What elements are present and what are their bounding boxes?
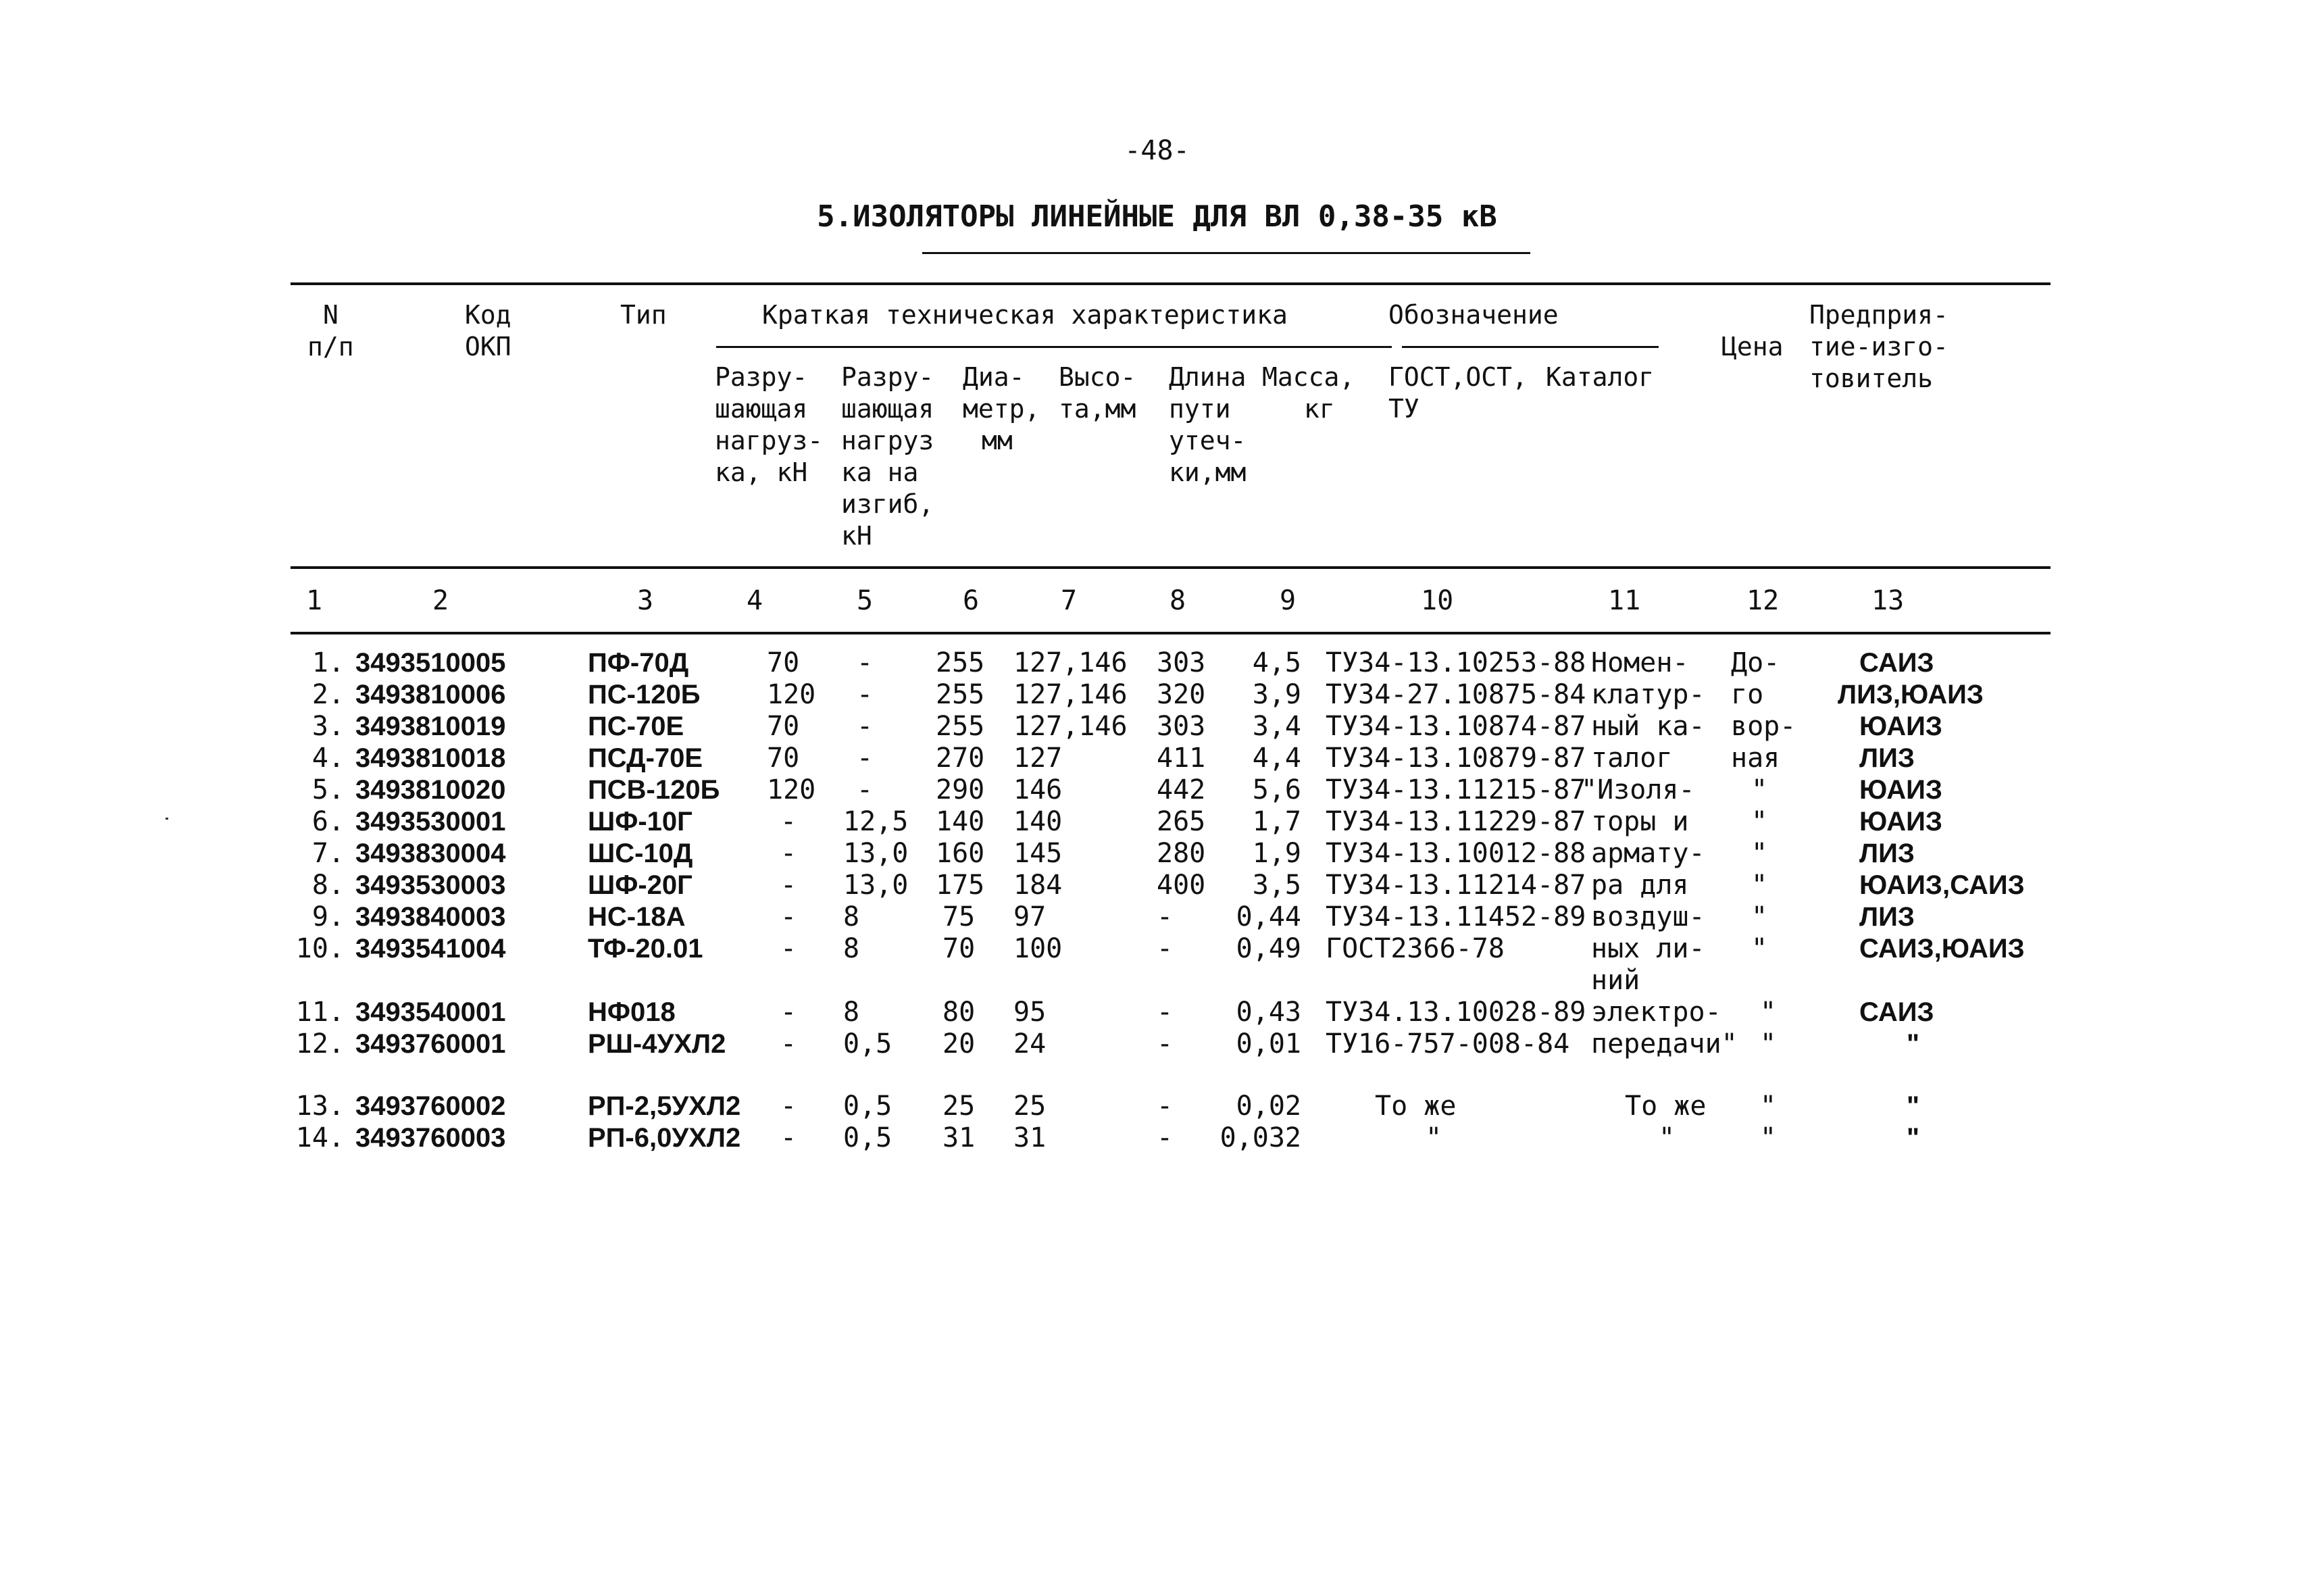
bend-load: - xyxy=(857,743,874,774)
price: " xyxy=(1751,870,1768,901)
column-number: 5 xyxy=(857,585,874,616)
insulator-type: РП-6,0УХЛ2 xyxy=(588,1123,741,1153)
page-number: -48- xyxy=(1124,135,1190,166)
gost: ТУ34-27.10875-84 xyxy=(1326,679,1586,710)
gost: То же xyxy=(1375,1091,1457,1122)
insulator-type: ШФ-20Г xyxy=(588,870,693,900)
okp-code: 3493830004 xyxy=(355,839,506,868)
break-load: - xyxy=(780,806,797,837)
maker: " xyxy=(1907,1123,1919,1153)
row-number: 10. xyxy=(295,933,345,964)
row-number: 9. xyxy=(311,901,345,932)
price: го xyxy=(1731,679,1764,710)
break-load: - xyxy=(780,838,797,869)
bend-load: 0,5 xyxy=(843,1122,892,1153)
bend-load: 12,5 xyxy=(843,806,909,837)
gost: ТУ34-13.11215-87 xyxy=(1326,774,1586,805)
header-mass: Масса, кг xyxy=(1262,362,1355,424)
column-number: 10 xyxy=(1421,585,1454,616)
diameter: 255 xyxy=(936,647,985,678)
header-catalog: Каталог xyxy=(1546,362,1655,392)
catalog: торы и xyxy=(1591,806,1689,837)
maker: ЮАИЗ xyxy=(1859,775,1942,805)
maker: ЮАИЗ xyxy=(1859,712,1942,741)
height: 25 xyxy=(1013,1091,1047,1122)
diameter: 175 xyxy=(936,870,985,901)
row-number: 5. xyxy=(311,774,345,805)
bend-load: 8 xyxy=(843,933,860,964)
bend-load: 0,5 xyxy=(843,1091,892,1122)
maker: ЛИЗ,ЮАИЗ xyxy=(1838,680,1984,709)
header-tech-group: Краткая техническая характеристика xyxy=(762,300,1288,330)
price: " xyxy=(1751,933,1768,964)
row-number: 12. xyxy=(295,1028,345,1059)
price: ная xyxy=(1731,743,1780,774)
header-bend-load: Разру- шающая нагруз ка на изгиб, кН xyxy=(841,362,934,551)
break-load: - xyxy=(780,1091,797,1122)
leak-length: - xyxy=(1157,997,1174,1028)
break-load: - xyxy=(780,1028,797,1059)
catalog: Номен- xyxy=(1591,647,1689,678)
header-num: N п/п xyxy=(307,300,354,361)
maker: ЮАИЗ,САИЗ xyxy=(1859,870,2025,900)
leak-length: 400 xyxy=(1157,870,1206,901)
okp-code: 3493810019 xyxy=(355,712,506,741)
diameter: 160 xyxy=(936,838,985,869)
maker: ЛИЗ xyxy=(1859,743,1915,773)
maker: ЛИЗ xyxy=(1859,902,1915,932)
catalog: ных ли- ний xyxy=(1591,933,1705,996)
insulator-type: ШФ-10Г xyxy=(588,807,693,837)
price: " xyxy=(1760,997,1777,1028)
price: " xyxy=(1751,838,1768,869)
price: вор- xyxy=(1731,711,1796,742)
break-load: - xyxy=(780,997,797,1028)
maker: САИЗ,ЮАИЗ xyxy=(1859,934,2025,964)
okp-code: 3493530001 xyxy=(355,807,506,837)
column-number: 11 xyxy=(1608,585,1641,616)
okp-code: 3493840003 xyxy=(355,902,506,932)
column-number: 4 xyxy=(747,585,763,616)
leak-length: 442 xyxy=(1157,774,1206,805)
gost: " xyxy=(1426,1122,1442,1153)
catalog: ра для xyxy=(1591,870,1689,901)
gost: ТУ34-13.10253-88 xyxy=(1326,647,1586,678)
okp-code: 3493810006 xyxy=(355,680,506,709)
price: " xyxy=(1751,774,1768,805)
diameter: 270 xyxy=(936,743,985,774)
diameter: 25 xyxy=(942,1091,976,1122)
okp-code: 3493760002 xyxy=(355,1091,506,1121)
row-number: 4. xyxy=(311,743,345,774)
column-numbers-rule xyxy=(291,632,2051,634)
insulator-type: НФ018 xyxy=(588,997,676,1027)
catalog: То же xyxy=(1625,1091,1707,1122)
diameter: 70 xyxy=(942,933,976,964)
gost: ГОСТ2366-78 xyxy=(1326,933,1505,964)
gost: ТУ34-13.11229-87 xyxy=(1326,806,1586,837)
leak-length: - xyxy=(1157,1122,1174,1153)
column-number: 7 xyxy=(1061,585,1078,616)
insulator-type: ПС-120Б xyxy=(588,680,701,709)
insulator-type: ШС-10Д xyxy=(588,839,693,868)
diameter: 290 xyxy=(936,774,985,805)
height: 127 xyxy=(1013,743,1063,774)
bend-load: - xyxy=(857,647,874,678)
height: 127,146 xyxy=(1013,679,1128,710)
catalog: электро- xyxy=(1591,997,1721,1028)
catalog: " xyxy=(1659,1122,1676,1153)
header-height: Высо- та,мм xyxy=(1059,362,1136,424)
break-load: - xyxy=(780,1122,797,1153)
bend-load: - xyxy=(857,774,874,805)
catalog: передачи" xyxy=(1591,1028,1738,1059)
mass: 0,44 xyxy=(1236,901,1301,932)
mass: 3,5 xyxy=(1252,870,1301,901)
price: До- xyxy=(1731,647,1780,678)
leak-length: 303 xyxy=(1157,711,1206,742)
mass: 1,7 xyxy=(1252,806,1301,837)
header-bottom-rule xyxy=(291,566,2051,569)
maker: САИЗ xyxy=(1859,648,1934,678)
height: 100 xyxy=(1013,933,1063,964)
bend-load: 8 xyxy=(843,901,860,932)
mass: 0,43 xyxy=(1236,997,1301,1028)
tech-group-rule xyxy=(716,346,1392,348)
price: " xyxy=(1751,901,1768,932)
column-number: 1 xyxy=(306,585,323,616)
price: " xyxy=(1760,1028,1777,1059)
row-number: 1. xyxy=(311,647,345,678)
maker: " xyxy=(1907,1091,1919,1121)
diameter: 20 xyxy=(942,1028,976,1059)
catalog: "Изоля- xyxy=(1581,774,1695,805)
catalog: ный ка- xyxy=(1591,711,1705,742)
height: 184 xyxy=(1013,870,1063,901)
mass: 0,02 xyxy=(1236,1091,1301,1122)
row-number: 14. xyxy=(295,1122,345,1153)
leak-length: 411 xyxy=(1157,743,1206,774)
catalog: талог xyxy=(1591,743,1673,774)
catalog: клатур- xyxy=(1591,679,1705,710)
mass: 0,01 xyxy=(1236,1028,1301,1059)
diameter: 140 xyxy=(936,806,985,837)
bend-load: 8 xyxy=(843,997,860,1028)
mass: 4,4 xyxy=(1252,743,1301,774)
break-load: 120 xyxy=(767,774,816,805)
break-load: 70 xyxy=(767,711,800,742)
okp-code: 3493760003 xyxy=(355,1123,506,1153)
insulator-type: ТФ-20.01 xyxy=(588,934,703,964)
break-load: - xyxy=(780,901,797,932)
header-maker: Предприя- тие-изго- товитель xyxy=(1809,300,1948,393)
okp-code: 3493760001 xyxy=(355,1029,506,1059)
okp-code: 3493810018 xyxy=(355,743,506,773)
price: " xyxy=(1760,1122,1777,1153)
leak-length: - xyxy=(1157,933,1174,964)
header-type: Тип xyxy=(620,300,667,330)
break-load: 70 xyxy=(767,647,800,678)
height: 140 xyxy=(1013,806,1063,837)
okp-code: 3493530003 xyxy=(355,870,506,900)
leak-length: 265 xyxy=(1157,806,1206,837)
row-number: 2. xyxy=(311,679,345,710)
height: 145 xyxy=(1013,838,1063,869)
row-number: 3. xyxy=(311,711,345,742)
column-number: 12 xyxy=(1746,585,1780,616)
leak-length: 320 xyxy=(1157,679,1206,710)
gost: ТУ34-13.10874-87 xyxy=(1326,711,1586,742)
insulator-type: ПФ-70Д xyxy=(588,648,689,678)
mass: 3,4 xyxy=(1252,711,1301,742)
column-number: 13 xyxy=(1871,585,1905,616)
gost: ТУ16-757-008-84 xyxy=(1326,1028,1570,1059)
leak-length: - xyxy=(1157,1091,1174,1122)
mass: 0,49 xyxy=(1236,933,1301,964)
insulator-type: ПСД-70Е xyxy=(588,743,703,773)
bend-load: 0,5 xyxy=(843,1028,892,1059)
bend-load: 13,0 xyxy=(843,838,909,869)
maker: ЮАИЗ xyxy=(1859,807,1942,837)
diameter: 75 xyxy=(942,901,976,932)
height: 97 xyxy=(1013,901,1047,932)
header-price: Цена xyxy=(1721,332,1784,361)
header-leak-length: Длина пути утеч- ки,мм xyxy=(1169,362,1247,487)
table-top-rule xyxy=(291,282,2051,285)
row-number: 13. xyxy=(295,1091,345,1122)
header-diameter: Диа- метр, мм xyxy=(963,362,1040,455)
insulator-type: РШ-4УХЛ2 xyxy=(588,1029,726,1059)
height: 127,146 xyxy=(1013,647,1128,678)
diameter: 255 xyxy=(936,711,985,742)
section-title: 5.ИЗОЛЯТОРЫ ЛИНЕЙНЫЕ ДЛЯ ВЛ 0,38-35 кВ xyxy=(817,199,1497,234)
insulator-type: ПС-70Е xyxy=(588,712,684,741)
break-load: - xyxy=(780,933,797,964)
catalog: воздуш- xyxy=(1591,901,1705,932)
okp-code: 3493540001 xyxy=(355,997,506,1027)
leak-length: 280 xyxy=(1157,838,1206,869)
bend-load: - xyxy=(857,679,874,710)
height: 146 xyxy=(1013,774,1063,805)
height: 95 xyxy=(1013,997,1047,1028)
column-number: 8 xyxy=(1169,585,1186,616)
row-number: 11. xyxy=(295,997,345,1028)
column-number: 9 xyxy=(1280,585,1297,616)
bend-load: - xyxy=(857,711,874,742)
price: " xyxy=(1751,806,1768,837)
insulator-type: НС-18А xyxy=(588,902,686,932)
row-number: 8. xyxy=(311,870,345,901)
row-number: 6. xyxy=(311,806,345,837)
designation-group-rule xyxy=(1402,346,1659,348)
mass: 5,6 xyxy=(1252,774,1301,805)
header-okp: Код ОКП xyxy=(465,300,511,361)
mass: 4,5 xyxy=(1252,647,1301,678)
column-number: 2 xyxy=(432,585,449,616)
leak-length: - xyxy=(1157,1028,1174,1059)
row-number: 7. xyxy=(311,838,345,869)
maker: ЛИЗ xyxy=(1859,839,1915,868)
column-number: 3 xyxy=(637,585,654,616)
title-underline xyxy=(922,252,1530,254)
height: 31 xyxy=(1013,1122,1047,1153)
diameter: 255 xyxy=(936,679,985,710)
insulator-type: РП-2,5УХЛ2 xyxy=(588,1091,741,1121)
leak-length: - xyxy=(1157,901,1174,932)
diameter: 80 xyxy=(942,997,976,1028)
okp-code: 3493541004 xyxy=(355,934,506,964)
maker: САИЗ xyxy=(1859,997,1934,1027)
mass: 1,9 xyxy=(1252,838,1301,869)
okp-code: 3493810020 xyxy=(355,775,506,805)
header-gost: ГОСТ,ОСТ, ТУ xyxy=(1388,362,1528,424)
catalog: армату- xyxy=(1591,838,1705,869)
gost: ТУ34-13.10012-88 xyxy=(1326,838,1586,869)
header-designation-group: Обозначение xyxy=(1388,300,1559,330)
insulator-type: ПСВ-120Б xyxy=(588,775,720,805)
bend-load: 13,0 xyxy=(843,870,909,901)
break-load: 120 xyxy=(767,679,816,710)
leak-length: 303 xyxy=(1157,647,1206,678)
break-load: - xyxy=(780,870,797,901)
height: 127,146 xyxy=(1013,711,1128,742)
mass: 0,032 xyxy=(1219,1122,1301,1153)
maker: " xyxy=(1907,1029,1919,1059)
diameter: 31 xyxy=(942,1122,976,1153)
header-break-load: Разру- шающая нагруз- ка, кН xyxy=(715,362,824,487)
price: " xyxy=(1760,1091,1777,1122)
gost: ТУ34-13.10879-87 xyxy=(1326,743,1586,774)
scan-speck xyxy=(166,818,168,820)
gost: ТУ34.13.10028-89 xyxy=(1326,997,1586,1028)
break-load: 70 xyxy=(767,743,800,774)
column-number: 6 xyxy=(963,585,980,616)
height: 24 xyxy=(1013,1028,1047,1059)
okp-code: 3493510005 xyxy=(355,648,506,678)
gost: ТУ34-13.11452-89 xyxy=(1326,901,1586,932)
gost: ТУ34-13.11214-87 xyxy=(1326,870,1586,901)
mass: 3,9 xyxy=(1252,679,1301,710)
